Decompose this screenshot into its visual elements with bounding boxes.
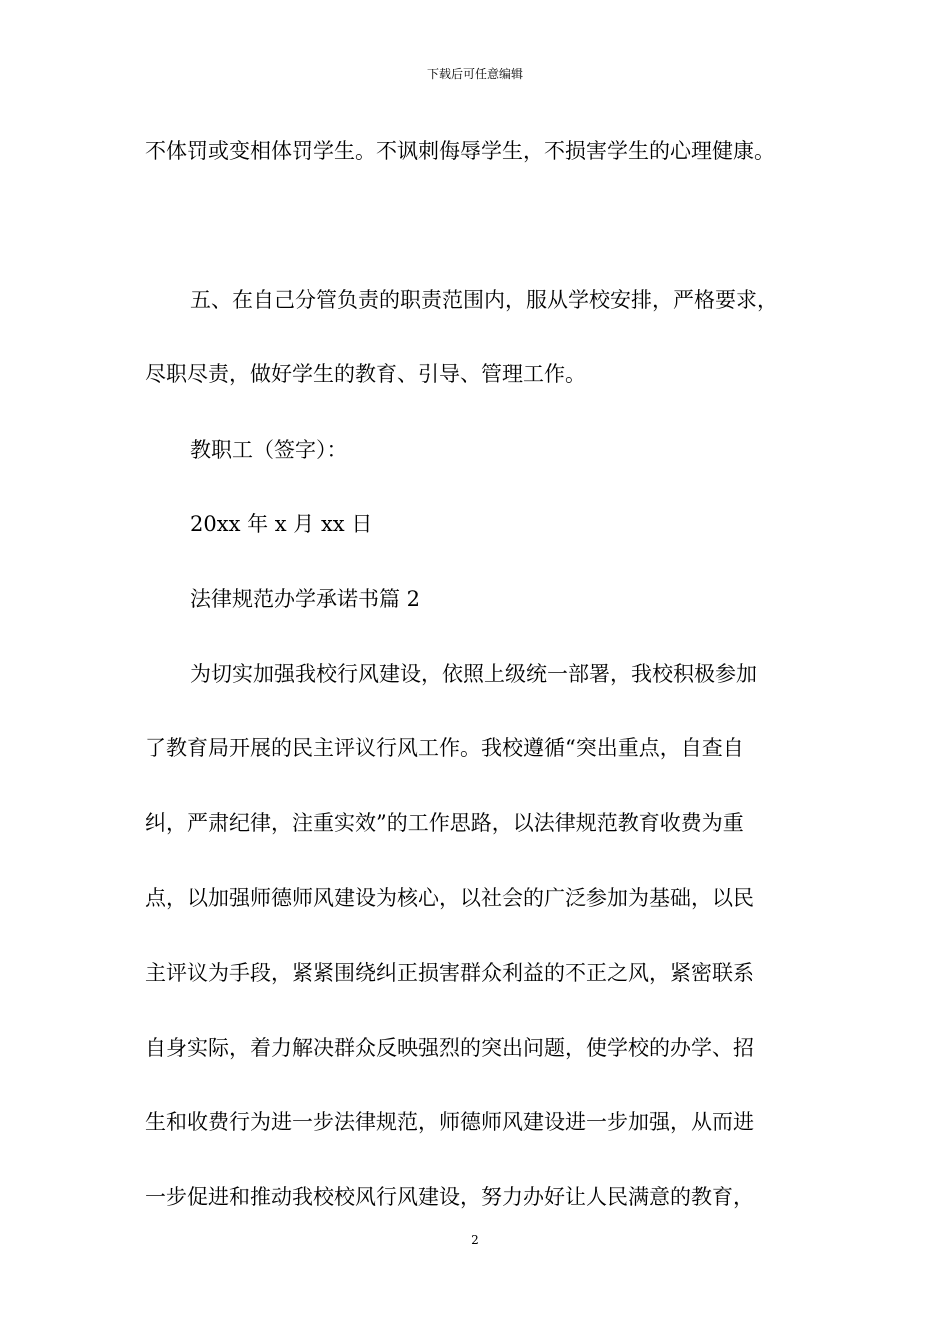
date-line: 20xx 年 x 月 xx 日 <box>190 512 373 536</box>
signature-label: 教职工（签字）： <box>190 438 348 462</box>
paragraph-line: 主评议为手段，紧紧围绕纠正损害群众利益的不正之风，紧密联系 <box>145 961 754 985</box>
page-number: 2 <box>471 1233 479 1247</box>
paragraph-line: 一步促进和推动我校校风行风建设，努力办好让人民满意的教育， <box>145 1185 754 1209</box>
paragraph-line: 生和收费行为进一步法律规范，师德师风建设进一步加强，从而进 <box>145 1110 754 1134</box>
paragraph-line: 不体罚或变相体罚学生。不讽刺侮辱学生，不损害学生的心理健康。 <box>145 139 775 163</box>
paragraph-line: 为切实加强我校行风建设，依照上级统一部署，我校积极参加 <box>190 662 757 686</box>
section-title: 法律规范办学承诺书篇 2 <box>190 587 421 611</box>
paragraph-line: 五、在自己分管负责的职责范围内，服从学校安排，严格要求， <box>190 288 778 312</box>
paragraph-line: 自身实际，着力解决群众反映强烈的突出问题，使学校的办学、招 <box>145 1036 754 1060</box>
paragraph-line: 纠，严肃纪律，注重实效”的工作思路，以法律规范教育收费为重 <box>145 811 744 835</box>
paragraph-line: 了教育局开展的民主评议行风工作。我校遵循“突出重点，自查自 <box>145 736 744 760</box>
paragraph-line: 点，以加强师德师风建设为核心，以社会的广泛参加为基础，以民 <box>145 886 754 910</box>
paragraph-line: 尽职尽责，做好学生的教育、引导、管理工作。 <box>145 362 586 386</box>
page-header-note: 下载后可任意编辑 <box>426 67 523 81</box>
